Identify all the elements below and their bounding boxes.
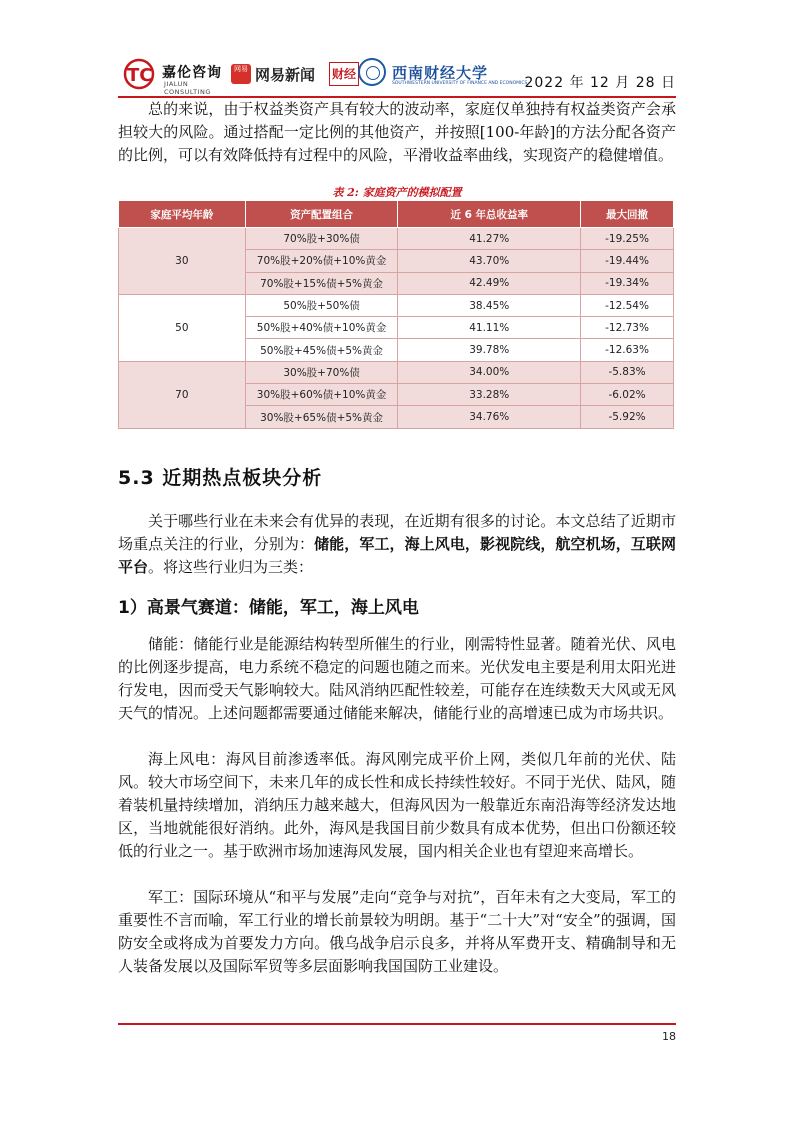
combo-cell: 30%股+70%债 [245,361,398,383]
return-cell: 33.28% [398,384,581,406]
report-date: 2022 年 12 月 28 日 [524,75,676,91]
return-cell: 42.49% [398,272,581,294]
drawdown-cell: -6.02% [581,384,674,406]
combo-cell: 50%股+45%债+5%黄金 [245,339,398,361]
section-intro-industries: 储能，军工，海上风电，影视院线，航空机场，互联网平台 [118,535,676,576]
table-row [119,294,674,316]
header-age: 家庭平均年龄 [119,201,246,228]
page-number: 18 [662,1030,676,1043]
combo-cell: 70%股+30%债 [245,228,398,250]
age-cell: 50 [119,294,246,361]
jialun-tc-icon [118,58,160,90]
netease-news-logo [231,62,356,88]
drawdown-cell: -12.73% [581,317,674,339]
combo-cell: 70%股+20%债+10%黄金 [245,250,398,272]
military-paragraph: 军工：国际环境从“和平与发展”走向“竞争与对抗”，百年未有之大变局，军工的重要性不言而喻，军工行业的增长前景较为明朗。基于“二十大”对“安全”的强调，国防安全或将成为首要发力方向。俄乌战争启示良多，并将从军费开支、精确制导和无人装备发展以及国际军贸等多层面影响我国国防工业建设。 [118,888,676,975]
subsection-heading: 1）高景气赛道：储能，军工，海上风电 [118,598,419,618]
combo-cell: 30%股+65%债+5%黄金 [245,406,398,428]
asset-allocation-table [118,200,674,429]
drawdown-cell: -5.92% [581,406,674,428]
drawdown-cell: -19.44% [581,250,674,272]
return-cell: 34.76% [398,406,581,428]
age-cell: 70 [119,361,246,428]
combo-cell: 30%股+60%债+10%黄金 [245,384,398,406]
storage-paragraph: 储能：储能行业是能源结构转型所催生的行业，刚需特性显著。随着光伏、风电的比例逐步提高，电力系统不稳定的问题也随之而来。光伏发电主要是利用太阳光进行发电，因而受天气影响较大。陆风消纳匹配性较差，可能存在连续数天大风或无风天气的情况。上述问题都需要通过储能来解决，储能行业的高增速已成为市场共识。 [118,635,676,722]
drawdown-cell: -12.63% [581,339,674,361]
drawdown-cell: -19.34% [581,272,674,294]
university-seal-icon [358,58,386,86]
age-cell: 30 [119,228,246,295]
return-cell: 41.27% [398,228,581,250]
intro-paragraph: 总的来说，由于权益类资产具有较大的波动率，家庭仅单独持有权益类资产会承担较大的风险。通过搭配一定比例的其他资产，并按照[100-年龄]的方法分配各资产的比例，可以有效降低持有过程中的风险，平滑收益率曲线，实现资产的稳健增值。 [118,100,676,164]
header-combo: 资产配置组合 [245,201,398,228]
section-intro-prefix: 关于哪些行业在未来会有优异的表现，在近期有很多的讨论。本文总结了近期市场重点关注的行业，分别为： [118,512,676,553]
table-caption: 表 2: 家庭资产的模拟配置 [332,186,462,199]
drawdown-cell: -12.54% [581,294,674,316]
combo-cell: 50%股+40%债+10%黄金 [245,317,398,339]
swufe-logo [358,56,528,92]
jialun-english-name: JIALUN CONSULTING [164,80,211,96]
return-cell: 39.78% [398,339,581,361]
header-drawdown: 最大回撤 [581,201,674,228]
combo-cell: 50%股+50%债 [245,294,398,316]
table-row [119,228,674,250]
netease-badge-icon: 网易 [231,64,251,84]
header-return: 近 6 年总收益率 [398,201,581,228]
offshore-wind-paragraph: 海上风电：海风目前渗透率低。海风刚完成平价上网，类似几年前的光伏、陆风。较大市场空间下，未来几年的成长性和成长持续性较好。不同于光伏、陆风，随着装机量持续增加，消纳压力越来越大，但海风因为一般靠近东南沿海等经济发达地区，当地就能很好消纳。此外，海风是我国目前少数具有成本优势，但出口份额还较低的行业之一。基于欧洲市场加速海风发展，国内相关企业也有望迎来高增长。 [118,750,676,860]
university-name: 西南财经大学 [392,64,489,82]
drawdown-cell: -19.25% [581,228,674,250]
jialun-name: 嘉伦咨询 [162,65,222,81]
return-cell: 34.00% [398,361,581,383]
footer-divider [118,1023,676,1025]
university-english-name: SOUTHWESTERN UNIVERSITY OF FINANCE AND ECONOMICS [392,81,528,86]
finance-tag: 财经 [329,62,359,86]
page-header [118,56,676,96]
section-heading: 5.3 近期热点板块分析 [118,467,323,489]
section-intro-paragraph [118,510,676,579]
drawdown-cell: -5.83% [581,361,674,383]
jialun-logo [118,56,228,96]
return-cell: 43.70% [398,250,581,272]
section-intro-suffix: 。将这些行业归为三类： [148,558,314,576]
svg-text:TC: TC [127,65,153,86]
table-row [119,361,674,383]
table-header-row [119,201,674,228]
netease-news-name: 网易新闻 [255,66,316,84]
return-cell: 41.11% [398,317,581,339]
combo-cell: 70%股+15%债+5%黄金 [245,272,398,294]
return-cell: 38.45% [398,294,581,316]
